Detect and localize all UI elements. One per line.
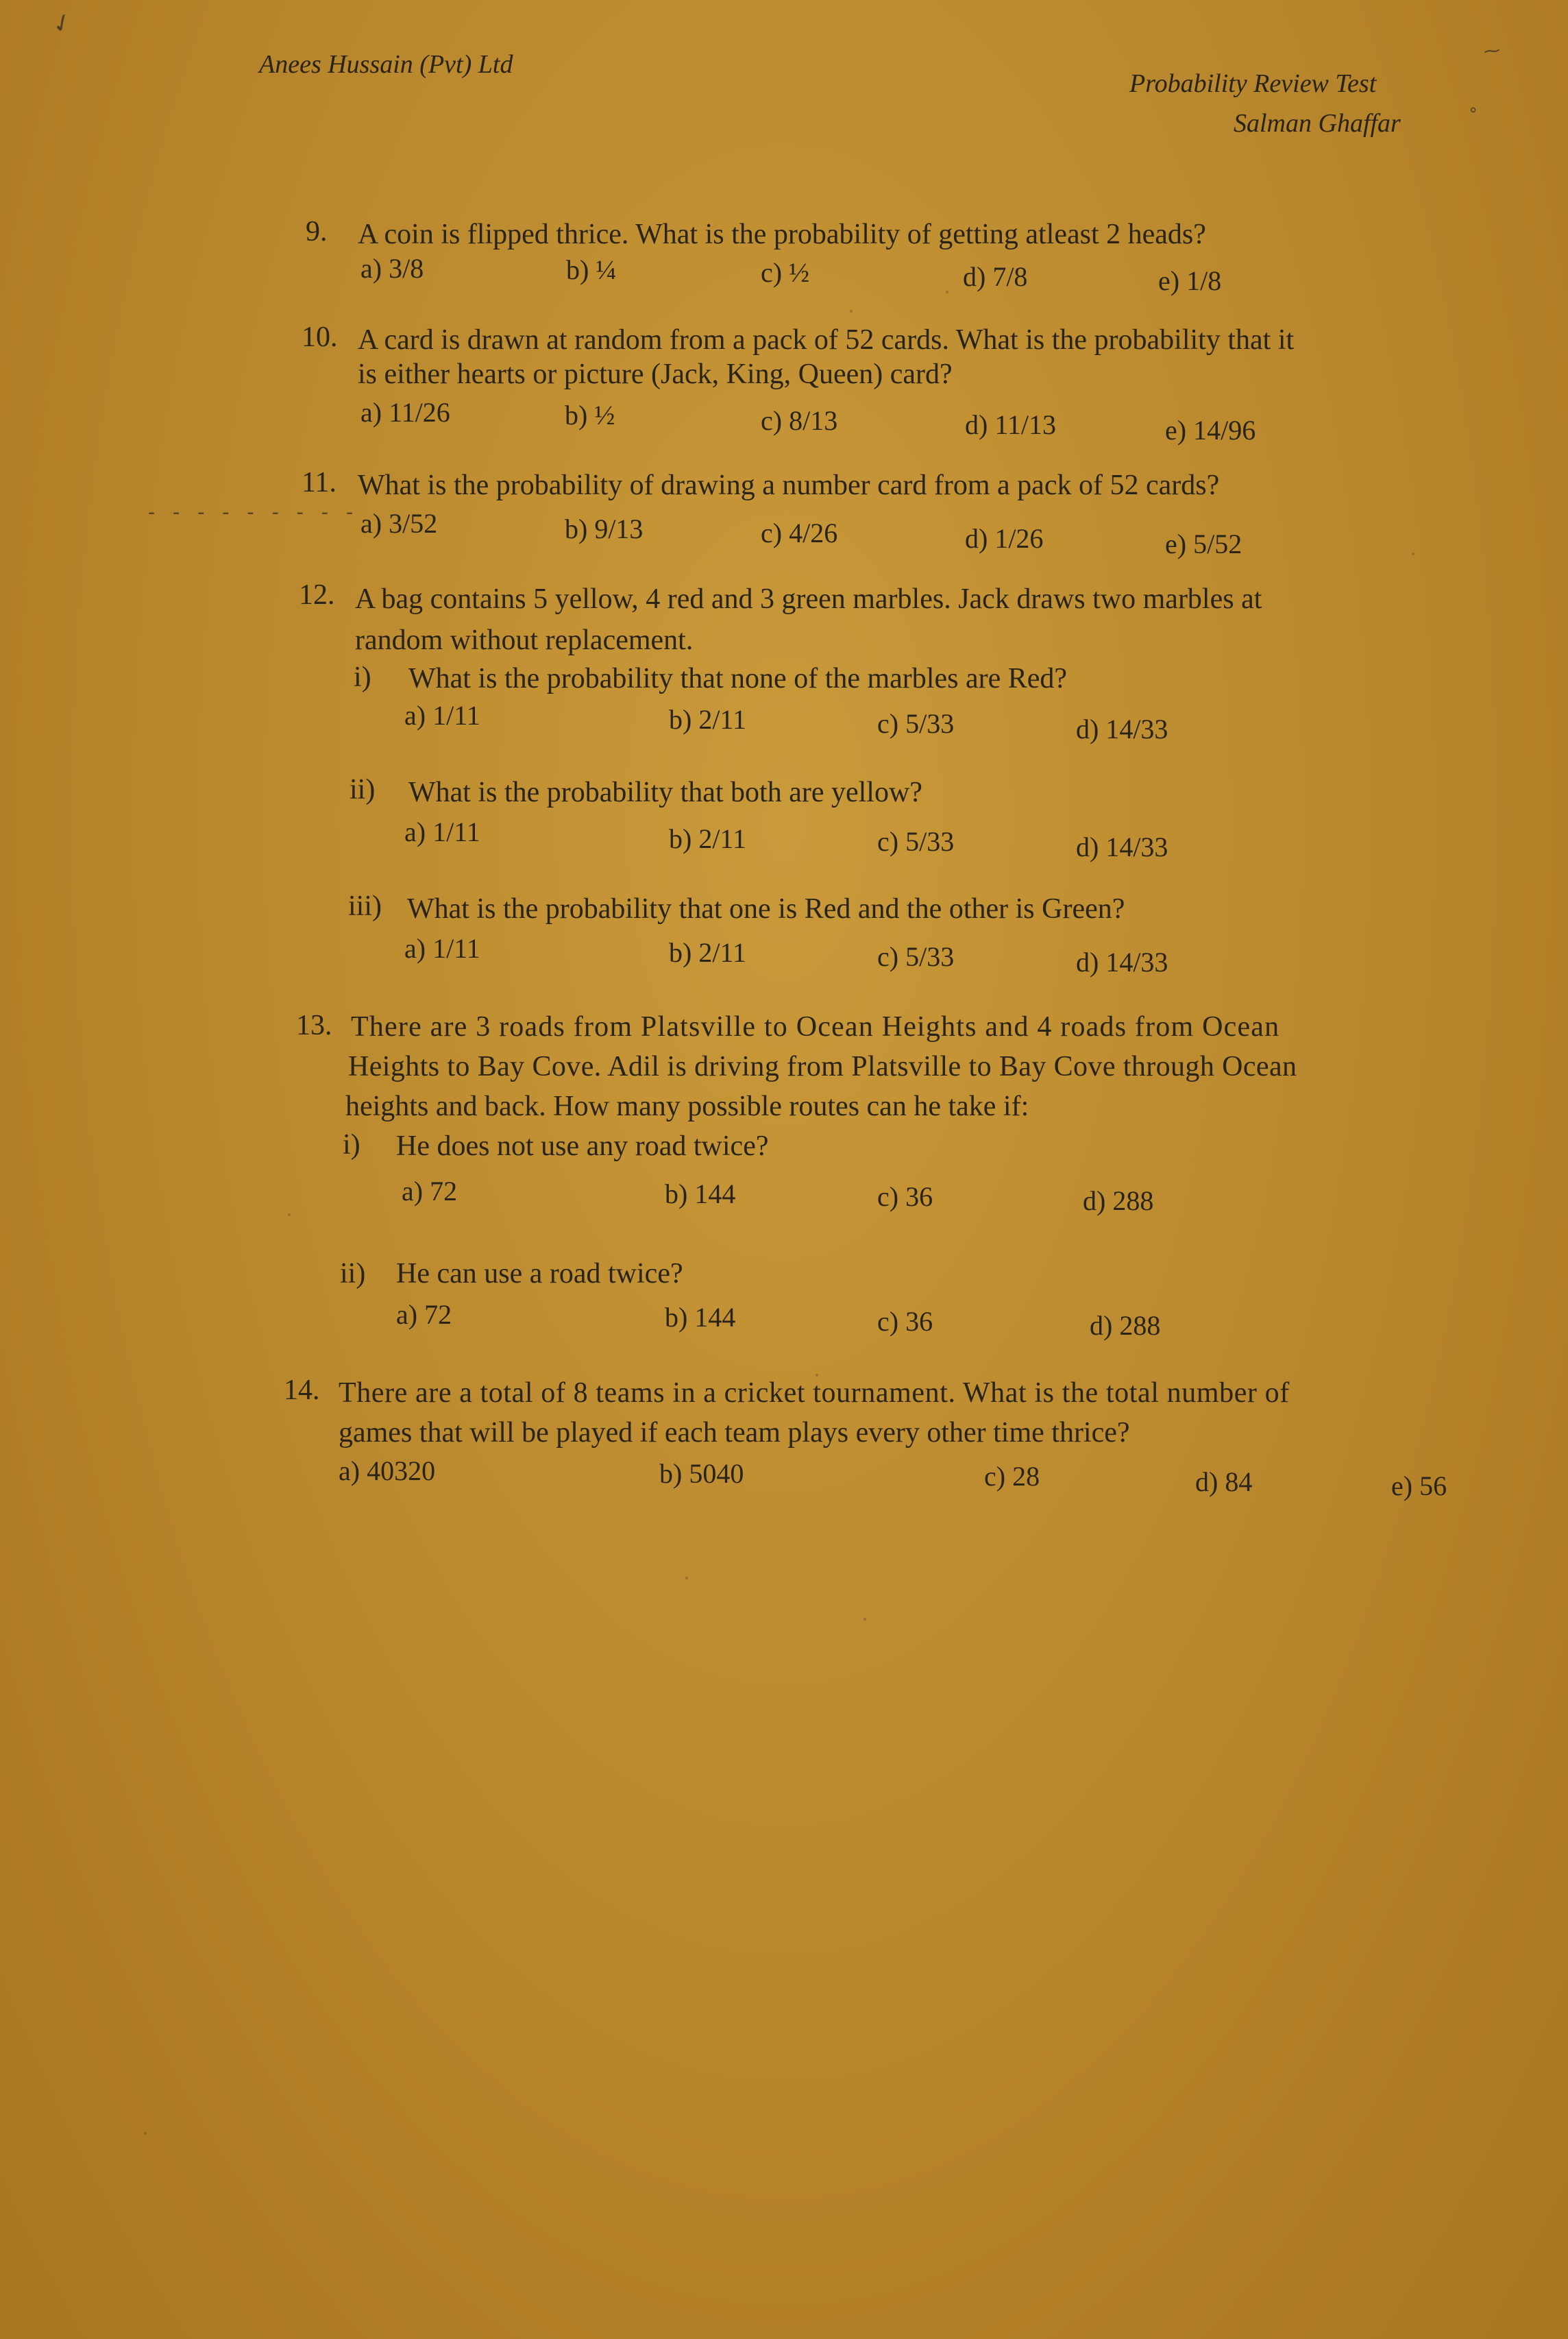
answer-option[interactable]: a) 1/11 [404,816,480,847]
question-text: What is the probability of drawing a number card from a pack of 52 cards? [358,470,1220,501]
paper-speck [685,1577,688,1579]
test-title: Probability Review Test [1129,69,1377,98]
question-text: There are a total of 8 teams in a cricket tournament. What is the total number of [339,1377,1290,1409]
question-number: 12. [299,579,335,611]
answer-option[interactable]: e) 14/96 [1165,415,1256,446]
question-number: 11. [302,467,336,498]
answer-option[interactable]: b) 144 [665,1302,736,1333]
answer-option[interactable]: c) ½ [761,257,810,288]
answer-option[interactable]: c) 5/33 [877,826,955,857]
sub-question-text: What is the probability that none of the marbles are Red? [408,663,1068,694]
answer-option[interactable]: c) 5/33 [877,941,955,972]
answer-option[interactable]: a) 40320 [339,1455,436,1486]
answer-option[interactable]: b) ¼ [566,254,617,285]
answer-option[interactable]: b) 2/11 [669,704,746,735]
answer-option[interactable]: c) 5/33 [877,708,955,739]
answer-option[interactable]: d) 1/26 [965,523,1044,554]
sub-question-label: i) [354,662,371,693]
answer-option[interactable]: a) 1/11 [404,700,480,731]
paper-speck [816,1374,818,1377]
sub-question-text: He can use a road twice? [396,1258,683,1289]
question-text: random without replacement. [355,625,694,656]
question-text: A coin is flipped thrice. What is the probability of getting atleast 2 heads? [358,219,1206,250]
answer-option[interactable]: c) 8/13 [761,405,838,436]
answer-option[interactable]: b) 9/13 [565,513,644,544]
paper-speck [850,310,853,313]
question-text: A bag contains 5 yellow, 4 red and 3 green marbles. Jack draws two marbles at [355,583,1262,615]
sub-question-label: ii) [350,774,376,805]
answer-option[interactable]: c) 36 [877,1306,933,1337]
answer-option[interactable]: a) 72 [396,1299,452,1330]
sub-question-label: iii) [348,890,382,922]
paper-speck [863,1618,866,1621]
company-name: Anees Hussain (Pvt) Ltd [259,50,513,79]
answer-option[interactable]: e) 5/52 [1165,529,1242,559]
handwritten-mark-icon: ⁓ [1482,40,1502,62]
answer-option[interactable]: d) 14/33 [1076,714,1168,744]
sub-question-text: What is the probability that one is Red and the other is Green? [407,893,1125,925]
answer-option[interactable]: d) 11/13 [965,409,1056,440]
question-number: 14. [284,1374,320,1406]
answer-option[interactable]: d) 14/33 [1076,832,1168,862]
answer-option[interactable]: e) 1/8 [1158,265,1222,296]
pencil-dash-marks: - - - - - - - - - [145,500,356,524]
sub-question-label: ii) [340,1258,366,1289]
sub-question-label: i) [343,1129,360,1161]
sub-question-text: What is the probability that both are yellow? [408,777,922,808]
answer-option[interactable]: d) 14/33 [1076,947,1168,978]
answer-option[interactable]: c) 36 [877,1181,933,1212]
answer-option[interactable]: b) 2/11 [669,937,746,968]
answer-option[interactable]: c) 28 [984,1461,1040,1492]
question-number: 10. [302,322,338,353]
question-text: A card is drawn at random from a pack of 52 cards. What is the probability that it [358,324,1295,356]
answer-option[interactable]: d) 84 [1195,1466,1253,1497]
answer-option[interactable]: a) 11/26 [360,397,450,428]
answer-option[interactable]: e) 56 [1391,1470,1447,1501]
answer-option[interactable]: a) 1/11 [404,933,480,964]
paper-speck [288,1213,291,1216]
answer-option[interactable]: c) 4/26 [761,518,838,548]
question-number: 13. [296,1010,332,1041]
question-number: 9. [306,216,328,247]
answer-option[interactable]: d) 288 [1083,1185,1154,1216]
answer-option[interactable]: b) 144 [665,1178,736,1209]
question-text: heights and back. How many possible routes can he take if: [345,1091,1029,1122]
paper-speck [1412,553,1414,555]
answer-option[interactable]: a) 3/8 [360,253,424,284]
answer-option[interactable]: d) 288 [1090,1310,1161,1341]
paper-speck [946,291,948,293]
question-text: There are 3 roads from Platsville to Ocean Heights and 4 roads from Ocean [351,1011,1280,1043]
sub-question-text: He does not use any road twice? [396,1130,769,1162]
question-text: games that will be played if each team plays every other time thrice? [339,1417,1130,1449]
author-name: Salman Ghaffar [1234,109,1401,138]
handwritten-score-icon: ∘ [1468,100,1479,119]
answer-option[interactable]: b) 2/11 [669,823,746,854]
question-text: Heights to Bay Cove. Adil is driving from Platsville to Bay Cove through Ocean [348,1051,1297,1082]
answer-option[interactable]: a) 72 [402,1176,458,1207]
answer-option[interactable]: d) 7/8 [963,261,1028,292]
answer-option[interactable]: b) 5040 [659,1458,744,1489]
paper-speck [144,2132,147,2135]
question-text: is either hearts or picture (Jack, King, Queen) card? [358,359,953,390]
tick-mark-icon: ✓ [47,6,78,41]
answer-option[interactable]: a) 3/52 [360,508,438,539]
answer-option[interactable]: b) ½ [565,400,615,431]
